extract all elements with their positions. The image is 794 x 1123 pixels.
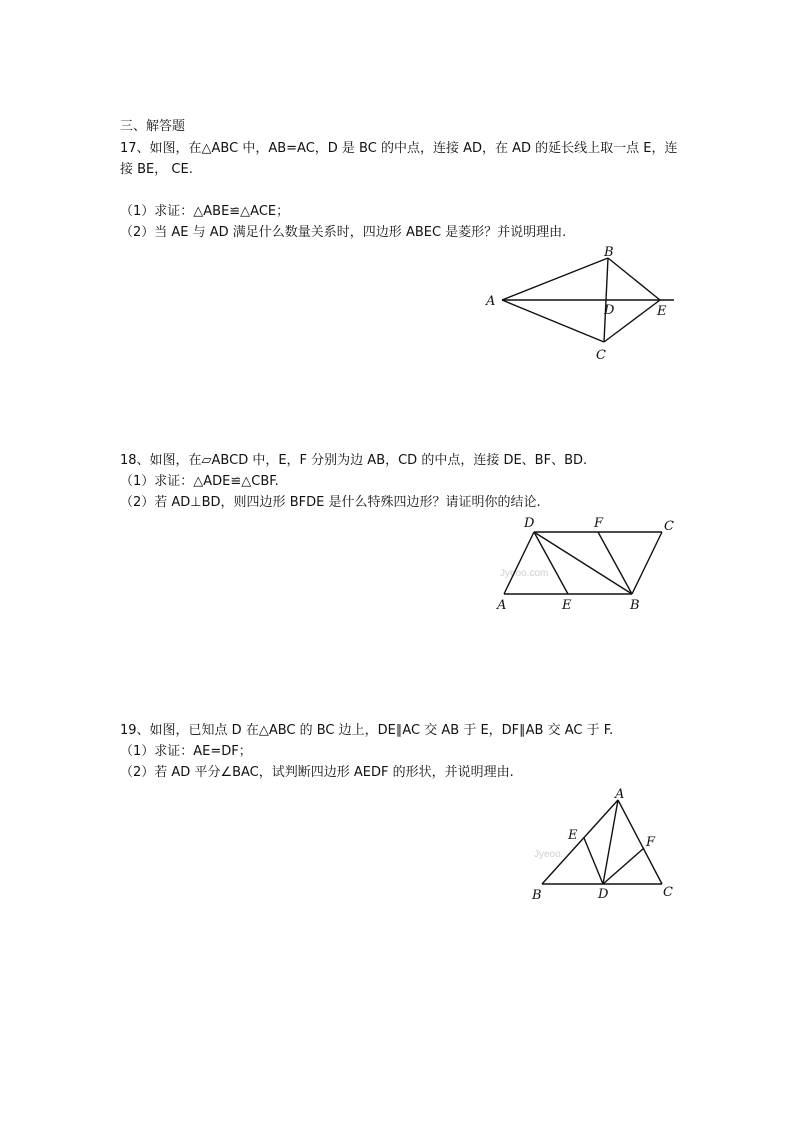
q17-stem-line2: 接 BE， CE. bbox=[120, 162, 193, 177]
q18-seg-AD bbox=[504, 532, 534, 594]
q18-label-F: F bbox=[594, 516, 604, 531]
q19-part2: （2）若 AD 平分∠BAC，试判断四边形 AEDF 的形状，并说明理由. bbox=[120, 765, 514, 780]
q18-part1: （1）求证：△ADE≌△CBF. bbox=[120, 474, 279, 489]
q18-label-A: A bbox=[497, 598, 507, 613]
q17-seg-AC bbox=[502, 300, 604, 342]
q19-stem-line1: 19、如图，已知点 D 在△ABC 的 BC 边上，DE∥AC 交 AB 于 E，DF∥AB 交 AC 于 F. bbox=[120, 723, 614, 738]
q17-label-B: B bbox=[604, 245, 614, 260]
q19-figure bbox=[520, 785, 690, 910]
q17-label-C: C bbox=[596, 348, 606, 363]
q19-watermark: Jyeoo bbox=[534, 849, 561, 860]
q19-seg-AD bbox=[603, 800, 618, 884]
q18-part2: （2）若 AD⊥BD，则四边形 BFDE 是什么特殊四边形？请证明你的结论. bbox=[120, 495, 541, 510]
q17-label-A: A bbox=[486, 294, 496, 309]
q18-label-B: B bbox=[630, 598, 640, 613]
q18-seg-FB bbox=[598, 532, 632, 594]
section-title: 三、解答题 bbox=[120, 119, 186, 134]
q18-watermark: Jyeoo.com bbox=[500, 568, 549, 579]
q17-seg-BE bbox=[608, 258, 660, 300]
q18-figure bbox=[490, 510, 690, 620]
q17-label-D: D bbox=[604, 303, 615, 318]
q19-part1: （1）求证：AE=DF； bbox=[120, 744, 252, 759]
q19-label-C: C bbox=[663, 885, 673, 900]
q19-label-B: B bbox=[532, 888, 542, 903]
q17-seg-AB bbox=[502, 258, 608, 300]
q18-seg-DB bbox=[534, 532, 632, 594]
q19-label-A: A bbox=[615, 787, 625, 802]
q17-stem-line1: 17、如图，在△ABC 中，AB=AC，D 是 BC 的中点，连接 AD，在 AD 的延长线上取一点 E，连 bbox=[120, 141, 678, 156]
q17-label-E: E bbox=[657, 304, 667, 319]
q19-seg-ED bbox=[584, 838, 603, 884]
q17-part1: （1）求证：△ABE≌△ACE； bbox=[120, 204, 290, 219]
q18-label-E: E bbox=[562, 598, 572, 613]
q18-label-C: C bbox=[664, 519, 674, 534]
q18-stem-line1: 18、如图，在▱ABCD 中，E，F 分别为边 AB，CD 的中点，连接 DE、BF、BD. bbox=[120, 453, 588, 468]
q18-label-D: D bbox=[524, 516, 535, 531]
q19-seg-AC bbox=[618, 800, 662, 884]
q19-label-F: F bbox=[646, 835, 656, 850]
q18-seg-CB bbox=[632, 532, 662, 594]
q19-label-E: E bbox=[568, 828, 578, 843]
q19-label-D: D bbox=[598, 887, 609, 902]
q17-figure bbox=[480, 240, 690, 370]
q17-part2: （2）当 AE 与 AD 满足什么数量关系时，四边形 ABEC 是菱形？并说明理由. bbox=[120, 225, 567, 240]
q18-seg-DE bbox=[534, 532, 568, 594]
q19-seg-AB bbox=[542, 800, 618, 884]
